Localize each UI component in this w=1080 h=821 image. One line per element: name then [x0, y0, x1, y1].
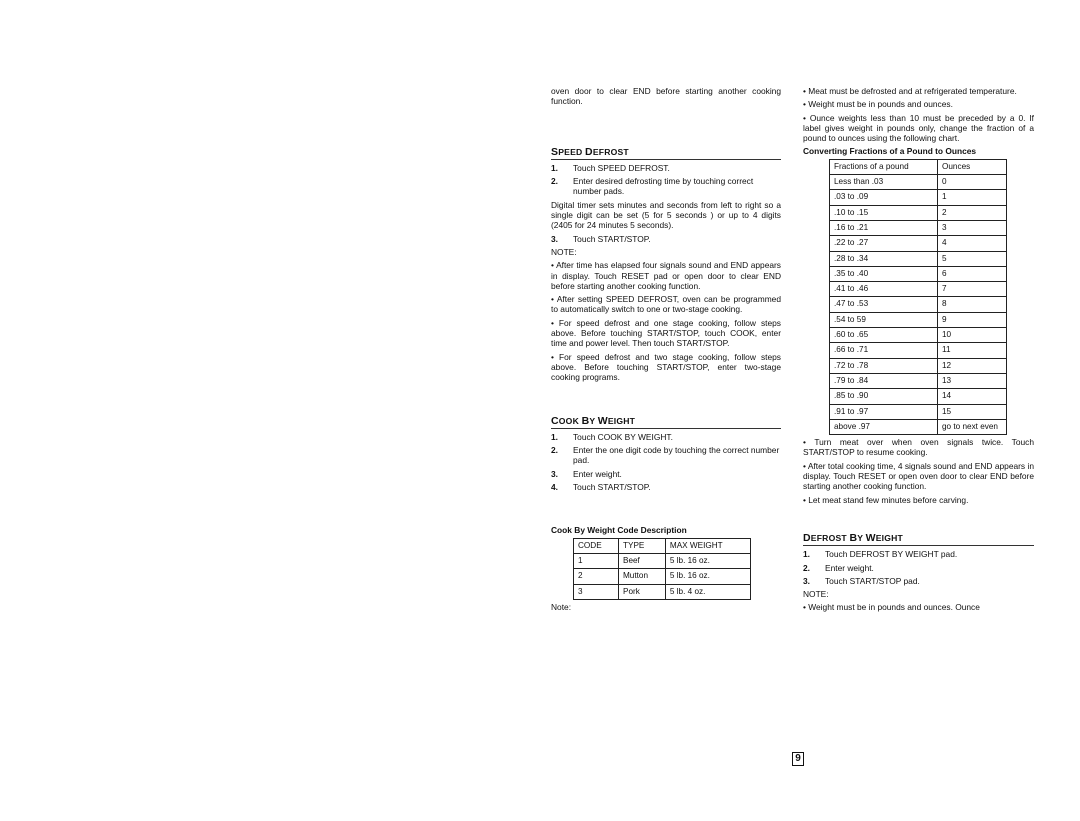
- bullet-text: • Let meat stand few minutes before carving.: [803, 494, 969, 505]
- table-header: Fractions of a pound: [830, 159, 938, 174]
- step-text: Enter weight.: [825, 562, 874, 573]
- step-text: Touch COOK BY WEIGHT.: [573, 431, 673, 442]
- table-cell: 5: [938, 251, 1007, 266]
- step-number: 1.: [551, 162, 558, 173]
- conversion-table-title: Converting Fractions of a Pound to Ounces: [803, 146, 977, 157]
- table-header: Ounces: [938, 159, 1007, 174]
- note-text: Note:: [551, 601, 572, 612]
- list-item: [551, 234, 781, 244]
- bullet-text: • Meat must be defrosted and at refrigerated temperature.: [803, 86, 1017, 96]
- table-cell: 3: [574, 584, 619, 599]
- table-cell: 5 lb. 16 oz.: [665, 569, 750, 584]
- table-header: TYPE: [618, 538, 665, 553]
- list-item: [803, 563, 1034, 573]
- defrost-by-weight-steps: [803, 549, 1034, 586]
- cook-by-weight-heading: COOK BY WEIGHT: [551, 416, 781, 429]
- table-cell: .72 to .78: [830, 358, 938, 373]
- table-header-row: [574, 538, 751, 553]
- step-number: 3.: [803, 575, 810, 586]
- table-cell: Less than .03: [830, 175, 938, 190]
- table-cell: .10 to .15: [830, 205, 938, 220]
- table-cell: .79 to .84: [830, 373, 938, 388]
- table-cell: .28 to .34: [830, 251, 938, 266]
- step-number: 1.: [551, 431, 558, 442]
- table-cell: above .97: [830, 419, 938, 434]
- table-cell: 14: [938, 389, 1007, 404]
- table-cell: 6: [938, 266, 1007, 281]
- table-row: [830, 297, 1007, 312]
- speed-defrost-heading: SPEED DEFROST: [551, 147, 781, 160]
- page-number: 9: [792, 752, 804, 766]
- table-header: MAX WEIGHT: [665, 538, 750, 553]
- left-column: [551, 86, 781, 615]
- bullet-text: • Weight must be in pounds and ounces. Ounce: [803, 602, 980, 613]
- list-item: [803, 549, 1034, 559]
- step-number: 4.: [551, 482, 558, 493]
- table-cell: Beef: [618, 553, 665, 568]
- table-cell: 11: [938, 343, 1007, 358]
- table-row: [830, 251, 1007, 266]
- table-row: [830, 358, 1007, 373]
- step-text: Enter desired defrosting time by touching correct number pads.: [573, 176, 754, 197]
- note-label: NOTE:: [551, 246, 577, 257]
- table-cell: .60 to .65: [830, 328, 938, 343]
- step-text: Touch START/STOP.: [573, 233, 651, 244]
- defrost-by-weight-heading: DEFROST BY WEIGHT: [803, 533, 1034, 546]
- table-row: [574, 553, 751, 568]
- table-row: [830, 389, 1007, 404]
- table-row: [830, 343, 1007, 358]
- step-text: Enter the one digit code by touching the correct number pad.: [573, 445, 780, 466]
- step-number: 3.: [551, 233, 558, 244]
- table-cell: .41 to .46: [830, 282, 938, 297]
- list-item: [551, 163, 781, 173]
- table-row: [830, 328, 1007, 343]
- table-row: [830, 205, 1007, 220]
- bullet-text: • After total cooking time, 4 signals sound and END appears in display. Touch RESET or open oven door to clear END before starting another cooking function.: [803, 460, 1034, 492]
- intro-text: oven door to clear END before starting another cooking function.: [551, 86, 781, 107]
- right-column: [803, 86, 1034, 616]
- step-number: 1.: [803, 549, 810, 560]
- step-number: 2.: [803, 562, 810, 573]
- table-cell: 7: [938, 282, 1007, 297]
- table-cell: .35 to .40: [830, 266, 938, 281]
- bullet-text: • Weight must be in pounds and ounces.: [803, 99, 953, 110]
- step-text: Touch DEFROST BY WEIGHT pad.: [825, 549, 958, 560]
- table-cell: .03 to .09: [830, 190, 938, 205]
- step-number: 2.: [551, 445, 558, 456]
- table-cell: 15: [938, 404, 1007, 419]
- code-table-title: Cook By Weight Code Description: [551, 525, 687, 536]
- table-row: [830, 220, 1007, 235]
- step-number: 2.: [551, 176, 558, 187]
- table-cell: .54 to 59: [830, 312, 938, 327]
- table-row: [830, 404, 1007, 419]
- table-row: [830, 373, 1007, 388]
- table-cell: 1: [574, 553, 619, 568]
- table-cell: 2: [938, 205, 1007, 220]
- bullet-text: • For speed defrost and two stage cooking, follow steps above. Before touching START/STOP, enter two-stage cooking programs.: [551, 351, 781, 383]
- table-cell: Mutton: [618, 569, 665, 584]
- bullet-text: • After setting SPEED DEFROST, oven can be programmed to automatically switch to one or two-stage cooking.: [551, 294, 781, 315]
- table-cell: 2: [574, 569, 619, 584]
- table-cell: 10: [938, 328, 1007, 343]
- table-cell: go to next even: [938, 419, 1007, 434]
- table-header-row: [830, 159, 1007, 174]
- note-label: NOTE:: [803, 589, 829, 600]
- table-cell: .22 to .27: [830, 236, 938, 251]
- table-row: [830, 175, 1007, 190]
- step-text: Touch SPEED DEFROST.: [573, 162, 670, 173]
- conversion-table: [829, 159, 1007, 435]
- table-cell: 8: [938, 297, 1007, 312]
- bullet-text: • For speed defrost and one stage cooking, follow steps above. Before touching START/STOP, touch COOK, enter time and power level. Then touch START/STOP.: [551, 317, 781, 349]
- table-cell: 0: [938, 175, 1007, 190]
- table-cell: 12: [938, 358, 1007, 373]
- cook-by-weight-steps: [551, 432, 781, 492]
- list-item: [551, 432, 781, 442]
- table-row: [830, 190, 1007, 205]
- table-cell: 5 lb. 16 oz.: [665, 553, 750, 568]
- table-cell: .47 to .53: [830, 297, 938, 312]
- table-row: [830, 419, 1007, 434]
- code-table: [573, 538, 751, 600]
- table-row: [830, 236, 1007, 251]
- table-cell: 4: [938, 236, 1007, 251]
- list-item: [551, 445, 781, 466]
- table-row: [830, 282, 1007, 297]
- table-cell: 5 lb. 4 oz.: [665, 584, 750, 599]
- speed-defrost-steps: [551, 163, 781, 197]
- table-header: CODE: [574, 538, 619, 553]
- list-item: [803, 576, 1034, 586]
- table-cell: Pork: [618, 584, 665, 599]
- step-text: Touch START/STOP.: [573, 482, 651, 493]
- bullet-text: • After time has elapsed four signals sound and END appears in display. Touch RESET pad or open door to clear END before starting another cooking function.: [551, 260, 781, 291]
- table-cell: 9: [938, 312, 1007, 327]
- step-number: 3.: [551, 468, 558, 479]
- table-cell: .91 to .97: [830, 404, 938, 419]
- table-row: [830, 312, 1007, 327]
- bullet-text: • Ounce weights less than 10 must be preceded by a 0. If label gives weight in pounds only, change the fraction of a pound to ounces using the following chart.: [803, 112, 1034, 144]
- step-text: Enter weight.: [573, 468, 622, 479]
- table-cell: .16 to .21: [830, 220, 938, 235]
- table-cell: 1: [938, 190, 1007, 205]
- conversion-table-body: [830, 159, 1007, 434]
- list-item: [551, 482, 781, 492]
- table-row: [574, 584, 751, 599]
- table-cell: 13: [938, 373, 1007, 388]
- list-item: [551, 176, 781, 197]
- table-row: [574, 569, 751, 584]
- table-cell: .85 to .90: [830, 389, 938, 404]
- table-cell: .66 to .71: [830, 343, 938, 358]
- timer-description: Digital timer sets minutes and seconds from left to right so a single digit can be set (5 for 5 seconds ) or up to 4 digits (2405 for 24 minutes 5 seconds).: [551, 199, 781, 231]
- table-cell: 3: [938, 220, 1007, 235]
- bullet-text: • Turn meat over when oven signals twice. Touch START/STOP to resume cooking.: [803, 437, 1034, 458]
- step-text: Touch START/STOP pad.: [825, 575, 920, 586]
- table-row: [830, 266, 1007, 281]
- list-item: [551, 469, 781, 479]
